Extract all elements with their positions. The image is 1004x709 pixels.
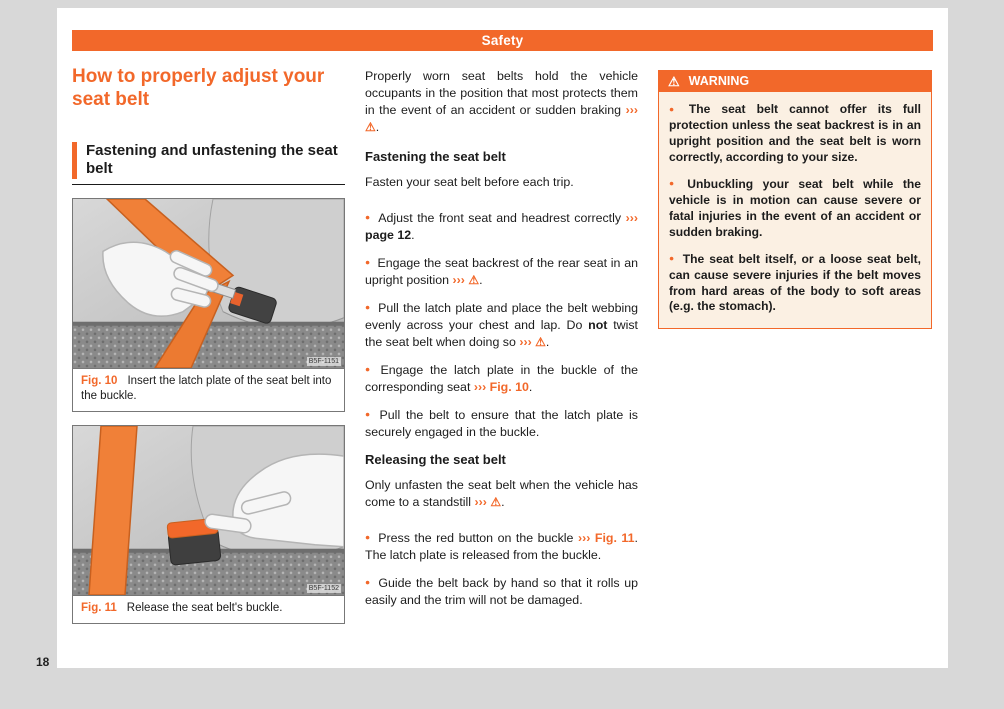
text-run: Only unfasten the seat belt when the vehicle has come to a standstill (365, 477, 638, 509)
figure-image-code: B5F-1152 (308, 584, 339, 592)
text-run: . (411, 227, 415, 242)
figure-11-caption (73, 596, 344, 623)
cross-reference: ››› Fig. 11 (577, 530, 635, 545)
text-run: Adjust the front seat and headrest correctly (378, 210, 626, 225)
left-column (72, 66, 345, 637)
cross-reference: ››› (625, 210, 638, 225)
intro-paragraph (365, 68, 638, 136)
right-column (658, 70, 932, 329)
figure-caption-text: Release the seat belt's buckle. (126, 601, 283, 614)
cross-reference: ››› (519, 334, 532, 349)
middle-column (365, 68, 638, 620)
warning-item: ● The seat belt cannot offer its full protection unless the seat backrest is in an upright position and the seat belt is worn correctly, according to your size. (669, 102, 921, 166)
warning-triangle-icon: ⚠ (668, 73, 680, 89)
figure-image-code: B5F-1151 (308, 357, 339, 365)
warning-box (658, 70, 932, 329)
text-run: Properly worn seat belts hold the vehicle occupants in the position that most protects them in the event of an accident or sudden braking (365, 69, 638, 117)
figure-10 (72, 198, 345, 412)
cross-reference: ››› (452, 272, 465, 287)
cross-reference: ››› (474, 494, 487, 509)
bullet-item (365, 362, 638, 396)
figure-11-image (73, 426, 344, 596)
chapter-title: Safety (481, 33, 524, 48)
subheading-releasing: Releasing the seat belt (365, 451, 506, 467)
bullet-item (365, 300, 638, 351)
bullet-item (365, 210, 638, 244)
seatbelt-release-illustration (73, 426, 344, 595)
text-run: . The latch plate is released from the buckle. (365, 530, 638, 562)
text-run: . (528, 379, 533, 394)
text-run: Pull the belt to ensure that the latch plate is securely engaged in the buckle. (365, 407, 638, 439)
releasing-lead (365, 477, 638, 511)
warning-triangle-icon: ⚠ (365, 119, 376, 134)
text-run: . (375, 119, 380, 134)
subheading-fastening: Fastening the seat belt (365, 148, 506, 164)
text-run: . (545, 334, 550, 349)
figure-10-image (73, 199, 344, 369)
page-number: 18 (36, 655, 50, 669)
chapter-band (72, 30, 933, 51)
text-run: Pull the latch plate and place the belt webbing evenly across your chest and lap. Do (365, 300, 638, 332)
seatbelt-insert-illustration (73, 199, 344, 368)
text-run: Engage the latch plate in the buckle of the corresponding seat (365, 362, 638, 394)
warning-triangle-icon: ⚠ (535, 334, 546, 349)
manual-page (57, 8, 948, 668)
warning-body (658, 92, 932, 329)
figure-label: Fig. 11 (81, 601, 117, 614)
warning-triangle-icon: ⚠ (468, 272, 480, 287)
bullet-item (365, 530, 638, 564)
text-run: . (479, 272, 483, 287)
section-rule (72, 184, 345, 185)
emphasis-text: not (588, 317, 608, 332)
figure-11 (72, 425, 345, 624)
text-run: Guide the belt back by hand so that it rolls up easily and the trim will not be damaged. (365, 575, 638, 607)
text-run: twist the seat belt when doing so (365, 317, 638, 349)
warning-title: WARNING (688, 74, 750, 88)
text-run: Fasten your seat belt before each trip. (365, 174, 574, 189)
bullet-item (365, 407, 638, 441)
warning-header (658, 70, 932, 92)
cross-reference: ››› (625, 102, 638, 117)
text-run: . (501, 494, 505, 509)
bullet-item (365, 255, 638, 289)
cross-reference: ››› Fig. 10 (473, 379, 529, 394)
warning-item: ● The seat belt itself, or a loose seat belt, can cause severe injuries if the belt moves from hard areas of the body to soft areas (e.g. the stomach). (669, 252, 921, 316)
warning-triangle-icon: ⚠ (490, 494, 502, 509)
article-title: How to properly adjust your seat belt (72, 66, 325, 110)
fastening-lead (365, 174, 638, 191)
text-run: Press the red button on the buckle (378, 530, 578, 545)
figure-caption-text: Insert the latch plate of the seat belt into the buckle. (81, 374, 332, 402)
figure-10-caption (73, 369, 344, 411)
emphasis-text: page 12 (365, 227, 412, 242)
bullet-item (365, 575, 638, 609)
warning-item: ● Unbuckling your seat belt while the vehicle is in motion can cause severe or fatal injuries in the event of an accident or sudden braking. (669, 177, 921, 241)
section-heading: Fastening and unfastening the seat belt (72, 142, 345, 179)
text-run: Engage the seat backrest of the rear seat in an upright position (365, 255, 638, 287)
figure-label: Fig. 10 (81, 374, 118, 387)
